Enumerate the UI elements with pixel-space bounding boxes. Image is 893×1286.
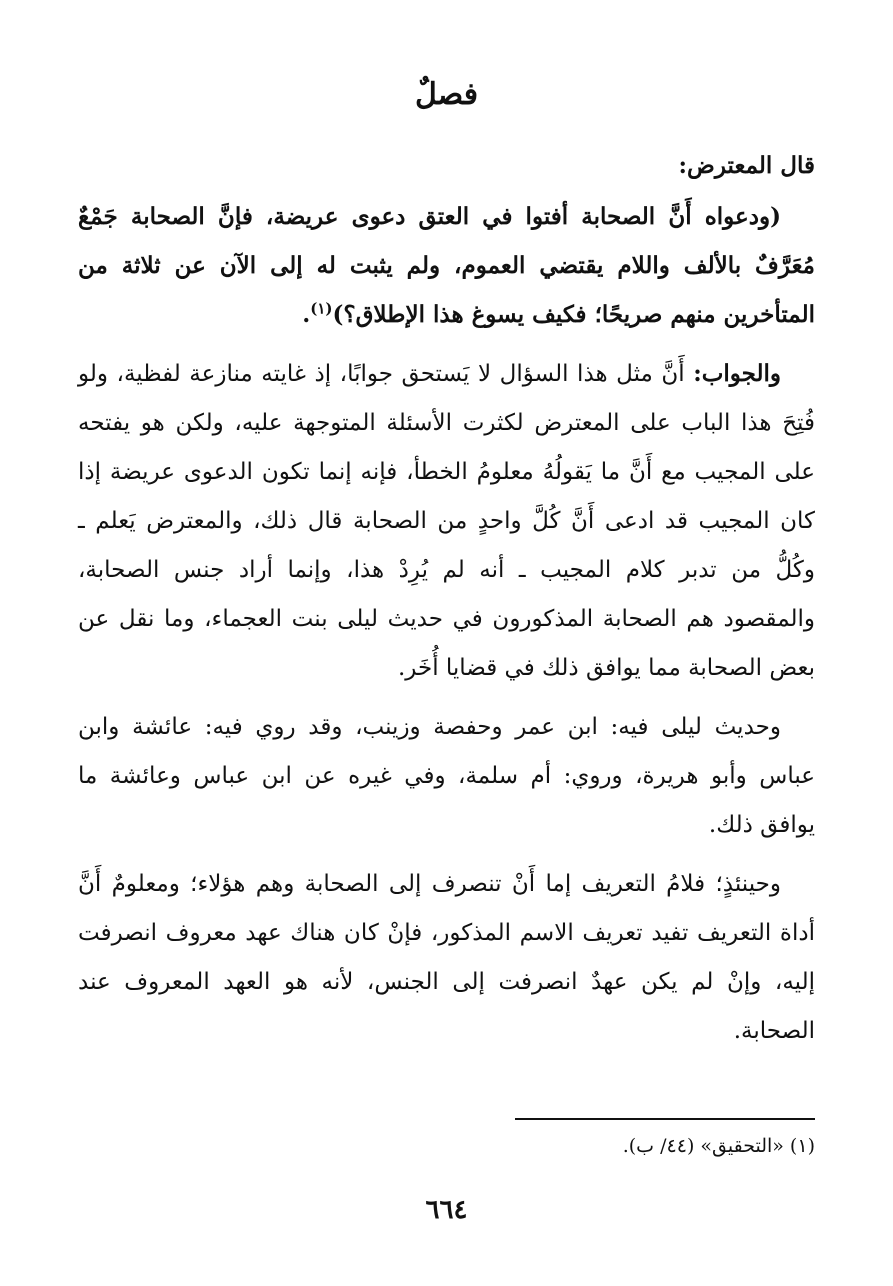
answer-paragraph [78,349,815,693]
footnote: (١) «التحقيق» (٤٤/ ب). [622,1135,815,1157]
objection-quote-text: (ودعواه أَنَّ الصحابة أفتوا في العتق دعوى عريضة، فإنَّ الصحابة جَمْعٌ مُعَرَّفٌ بالألف واللام يقتضي العموم، ولم يثبت له إلى الآن عن ثلاثة من المتأخرين منهم صريحًا؛ فكيف يسوغ هذا الإطلاق؟) [78,203,815,328]
page-body [78,70,815,1066]
answer-text: أَنَّ مثل هذا السؤال لا يَستحق جوابًا، إذ غايته منازعة لفظية، ولو فُتِحَ هذا الباب على المعترض لكثرت الأسئلة المتوجهة عليه، ولكن هو يفتحه على المجيب مع أَنَّ ما يَقولُهُ معلومُ الخطأ، فإنه إنما تكون الدعوى عريضة إذا كان المجيب قد ادعى أَنَّ كُلَّ واحدٍ من الصحابة قال ذلك، والمعترض يَعلم ـ وكُلُّ من تدبر كلام المجيب ـ أنه لم يُرِدْ هذا، وإنما أراد جنس الصحابة، والمقصود هم الصحابة المذكورون في حديث ليلى بنت العجماء، وما نقل عن بعض الصحابة مما يوافق ذلك في قضايا أُخَر. [78,361,815,681]
definite-article-paragraph: وحينئذٍ؛ فلامُ التعريف إما أَنْ تنصرف إلى الصحابة وهم هؤلاء؛ ومعلومٌ أَنَّ أداة التعريف تفيد تعريف الاسم المذكور، فإنْ كان هناك عهد معروف انصرفت إليه، وإنْ لم يكن عهدٌ انصرفت إلى الجنس، لأنه هو العهد المعروف عند الصحابة. [78,871,815,1044]
objection-quote-end: . [302,301,311,328]
hadith-paragraph: وحديث ليلى فيه: ابن عمر وحفصة وزينب، وقد روي فيه: عائشة وابن عباس وأبو هريرة، وروي: أم سلمة، وفي غيره عن ابن عباس وعائشة ما يوافق ذلك. [78,714,815,838]
objection-quote [78,192,815,339]
footnote-divider [515,1118,815,1120]
footnote-marker[interactable]: (١) [310,299,333,318]
page-number: ٦٦٤ [425,1195,468,1225]
answer-lead: والجواب: [693,360,782,387]
objector-label: قال المعترض: [678,152,815,179]
section-heading: فصلٌ [414,77,479,112]
